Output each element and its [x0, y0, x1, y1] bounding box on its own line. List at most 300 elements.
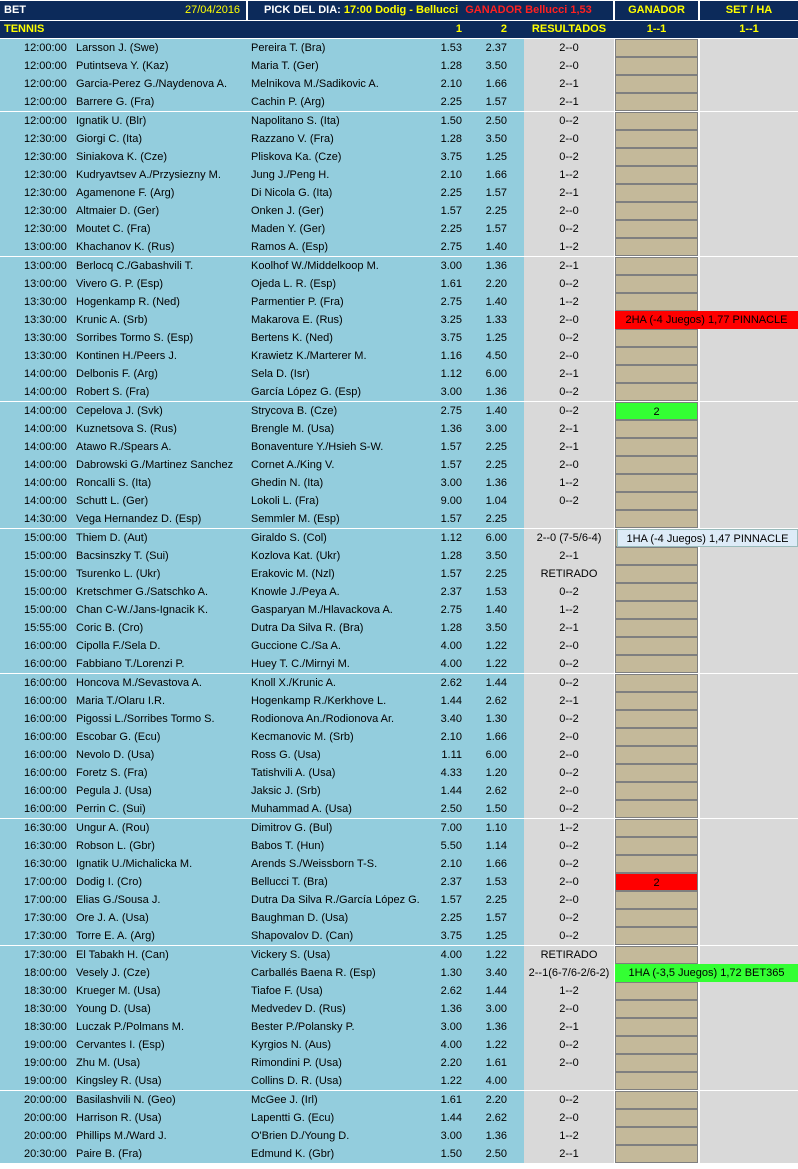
odds-1: 1.61	[440, 1093, 462, 1106]
player-2: Gasparyan M./Hlavackova A.	[251, 604, 393, 617]
player-1: Roncalli S. (Ita)	[76, 477, 152, 490]
odds-1: 2.75	[440, 604, 462, 617]
player-2: Bester P./Polansky P.	[251, 1021, 355, 1034]
ganador-cell	[615, 982, 698, 1000]
player-1: Maria T./Olaru I.R.	[76, 694, 166, 707]
odds-2: 2.25	[485, 894, 507, 907]
odds-1: 2.75	[440, 295, 462, 308]
odds-1: 1.28	[440, 549, 462, 562]
ganador-cell: 2	[615, 873, 698, 891]
odds-2: 3.00	[485, 1002, 507, 1015]
ganador-cell	[615, 474, 698, 492]
match-row	[0, 674, 798, 692]
odds-2: 2.25	[485, 458, 507, 471]
match-row	[0, 547, 798, 565]
player-1: Cervantes I. (Esp)	[76, 1039, 165, 1052]
odds-2: 1.40	[485, 295, 507, 308]
player-2: Shapovalov D. (Can)	[251, 930, 354, 943]
player-2: Brengle M. (Usa)	[251, 422, 335, 435]
result: RETIRADO	[524, 946, 614, 964]
match-row	[0, 637, 798, 655]
set-ha-cell	[700, 1000, 798, 1018]
player-2: Guccione C./Sa A.	[251, 640, 341, 653]
set-ha-cell	[700, 710, 798, 728]
result: 2--1	[524, 93, 614, 111]
match-row	[0, 112, 798, 130]
odds-2: 2.25	[485, 513, 507, 526]
match-time: 16:00:00	[24, 640, 67, 653]
set-ha-cell	[700, 891, 798, 909]
match-row	[0, 293, 798, 311]
resultados-header: RESULTADOS	[531, 23, 607, 35]
match-time: 14:00:00	[24, 368, 67, 381]
odds-1: 1.57	[440, 567, 462, 580]
player-1: Ignatik U. (Blr)	[76, 114, 147, 127]
match-time: 13:30:00	[24, 332, 67, 345]
set-ha-cell	[700, 855, 798, 873]
result: 2--0	[524, 57, 614, 75]
odds-1: 3.75	[440, 930, 462, 943]
set-ha-cell	[700, 238, 798, 256]
result: 2--0	[524, 1054, 614, 1072]
ganador-cell	[615, 510, 698, 528]
match-row	[0, 782, 798, 800]
player-1: Tsurenko L. (Ukr)	[76, 567, 161, 580]
player-2: Maria T. (Ger)	[251, 60, 319, 73]
set-ha-cell	[700, 383, 798, 401]
match-row	[0, 1018, 798, 1036]
result: 2--1	[524, 619, 614, 637]
set-ha-cell	[700, 746, 798, 764]
match-time: 14:00:00	[24, 386, 67, 399]
ganador-cell	[615, 946, 698, 964]
result: 0--2	[524, 909, 614, 927]
player-2: Tatishvili A. (Usa)	[251, 767, 336, 780]
odds-2: 6.00	[485, 368, 507, 381]
player-1: Agamenone F. (Arg)	[76, 187, 175, 200]
odds-2: 1.66	[485, 168, 507, 181]
match-time: 13:00:00	[24, 277, 67, 290]
odds-2: 1.33	[485, 313, 507, 326]
odds-2: 1.36	[485, 386, 507, 399]
player-2: Bellucci T. (Bra)	[251, 875, 328, 888]
player-1: Thiem D. (Aut)	[76, 531, 148, 544]
odds-1: 1.28	[440, 622, 462, 635]
result: 0--2	[524, 275, 614, 293]
match-row	[0, 275, 798, 293]
odds-2: 3.50	[485, 622, 507, 635]
player-1: Kontinen H./Peers J.	[76, 350, 177, 363]
player-2: Dutra Da Silva R. (Bra)	[251, 622, 364, 635]
match-row	[0, 964, 798, 982]
result: 0--2	[524, 112, 614, 130]
player-1: Escobar G. (Ecu)	[76, 730, 161, 743]
player-1: Vega Hernandez D. (Esp)	[76, 513, 202, 526]
player-1: Siniakova K. (Cze)	[76, 150, 168, 163]
result: 0--2	[524, 1091, 614, 1109]
match-time: 12:00:00	[24, 60, 67, 73]
player-1: Cipolla F./Sela D.	[76, 640, 161, 653]
player-1: Kretschmer G./Satschko A.	[76, 585, 209, 598]
ganador-cell	[615, 655, 698, 673]
match-time: 12:30:00	[24, 223, 67, 236]
player-2: Hogenkamp R./Kerkhove L.	[251, 694, 387, 707]
match-row	[0, 220, 798, 238]
match-row	[0, 329, 798, 347]
result: 2--1	[524, 692, 614, 710]
player-2: Strycova B. (Cze)	[251, 404, 338, 417]
ganador-cell	[615, 927, 698, 945]
odds-2: 1.36	[485, 259, 507, 272]
odds-1: 3.00	[440, 1129, 462, 1142]
match-time: 18:30:00	[24, 1021, 67, 1034]
ganador-cell	[615, 238, 698, 256]
set-ha-cell	[700, 329, 798, 347]
result: 1--2	[524, 819, 614, 837]
match-row	[0, 1072, 798, 1090]
odds-2: 1.44	[485, 984, 507, 997]
match-time: 13:00:00	[24, 241, 67, 254]
match-row	[0, 565, 798, 583]
player-2: Vickery S. (Usa)	[251, 948, 331, 961]
odds-2: 1.25	[485, 332, 507, 345]
ganador-cell	[615, 1018, 698, 1036]
ganador-cell	[615, 293, 698, 311]
player-2: Jaksic J. (Srb)	[251, 785, 321, 798]
player-1: Krunic A. (Srb)	[76, 313, 148, 326]
match-time: 16:30:00	[24, 839, 67, 852]
match-row	[0, 202, 798, 220]
odds-1: 2.62	[440, 676, 462, 689]
set-ha-cell	[700, 402, 798, 420]
player-2: Ojeda L. R. (Esp)	[251, 277, 336, 290]
odds-1: 1.57	[440, 458, 462, 471]
set-ha-cell	[700, 1109, 798, 1127]
set-ha-cell	[700, 166, 798, 184]
odds-2: 2.37	[485, 42, 507, 54]
result: 2--0	[524, 130, 614, 148]
player-1: Coric B. (Cro)	[76, 622, 144, 635]
match-time: 12:00:00	[24, 42, 67, 54]
player-2: Lokoli L. (Fra)	[251, 495, 319, 508]
match-row	[0, 75, 798, 93]
match-time: 12:30:00	[24, 187, 67, 200]
pick-label: PICK DEL DIA:	[264, 4, 341, 16]
odds-2: 1.57	[485, 223, 507, 236]
odds-1: 5.50	[440, 839, 462, 852]
player-1: Garcia-Perez G./Naydenova A.	[76, 78, 228, 91]
match-row	[0, 1054, 798, 1072]
player-2: Arends S./Weissborn T-S.	[251, 857, 378, 870]
odds-2: 2.50	[485, 1147, 507, 1160]
odds-2: 6.00	[485, 749, 507, 762]
result: 2--0	[524, 311, 614, 329]
match-row	[0, 130, 798, 148]
ganador-cell	[615, 1127, 698, 1145]
odds-1: 3.25	[440, 313, 462, 326]
player-2: Edmund K. (Gbr)	[251, 1147, 335, 1160]
match-row	[0, 1145, 798, 1163]
odds-2: 2.50	[485, 114, 507, 127]
player-1: Ore J. A. (Usa)	[76, 912, 149, 925]
player-2: Makarova E. (Rus)	[251, 313, 343, 326]
odds-1: 1.53	[440, 42, 462, 54]
set-ha-cell	[700, 982, 798, 1000]
player-1: Pigossi L./Sorribes Tormo S.	[76, 712, 215, 725]
match-row	[0, 93, 798, 111]
ganador-cell	[615, 728, 698, 746]
odds-1: 1.57	[440, 440, 462, 453]
odds-2: 1.66	[485, 730, 507, 743]
odds-2: 1.22	[485, 640, 507, 653]
odds-2: 2.62	[485, 694, 507, 707]
ganador-cell	[615, 57, 698, 75]
odds-2: 1.20	[485, 767, 507, 780]
set-ha-cell	[700, 1036, 798, 1054]
ganador-cell	[615, 891, 698, 909]
player-2: O'Brien D./Young D.	[251, 1129, 350, 1142]
match-row	[0, 184, 798, 202]
odds-2: 1.25	[485, 150, 507, 163]
odds-1: 1.12	[440, 368, 462, 381]
player-2: Ross G. (Usa)	[251, 749, 321, 762]
match-time: 14:00:00	[24, 404, 67, 417]
match-row	[0, 891, 798, 909]
match-time: 16:30:00	[24, 821, 67, 834]
result: 1--2	[524, 166, 614, 184]
player-1: Paire B. (Fra)	[76, 1147, 143, 1160]
ganador-cell	[615, 202, 698, 220]
result: 1--2	[524, 238, 614, 256]
player-2: Ramos A. (Esp)	[251, 241, 329, 254]
match-time: 15:00:00	[24, 531, 67, 544]
set-ha-cell	[700, 547, 798, 565]
player-2: Melnikova M./Sadikovic A.	[251, 78, 379, 91]
odds-1: 1.44	[440, 785, 462, 798]
odds-1: 4.00	[440, 948, 462, 961]
odds-1: 1.16	[440, 350, 462, 363]
odds-1: 2.25	[440, 912, 462, 925]
set-ha-cell	[700, 510, 798, 528]
ganador-sub-header: 1--1	[646, 23, 667, 35]
match-time: 13:30:00	[24, 295, 67, 308]
set-ha-cell	[700, 202, 798, 220]
result: 2--1	[524, 257, 614, 275]
result: 0--2	[524, 655, 614, 673]
match-time: 19:00:00	[24, 1057, 67, 1070]
player-2: Ghedin N. (Ita)	[251, 477, 324, 490]
result: RETIRADO	[524, 565, 614, 583]
pick-del-dia	[248, 1, 613, 20]
ganador-cell	[615, 1072, 698, 1090]
ganador-cell	[615, 710, 698, 728]
match-time: 14:00:00	[24, 440, 67, 453]
player-2: Muhammad A. (Usa)	[251, 803, 352, 816]
match-row	[0, 601, 798, 619]
result: 1--2	[524, 474, 614, 492]
odds-2: 1.53	[485, 875, 507, 888]
match-row	[0, 692, 798, 710]
result: 0--2	[524, 674, 614, 692]
match-time: 16:00:00	[24, 658, 67, 671]
ganador-cell	[615, 329, 698, 347]
player-1: Kuznetsova S. (Rus)	[76, 422, 177, 435]
result: 2--0	[524, 202, 614, 220]
result: 2--0 (7-5/6-4)	[524, 529, 614, 547]
match-time: 14:00:00	[24, 495, 67, 508]
match-time: 12:30:00	[24, 205, 67, 218]
set-ha-cell	[700, 75, 798, 93]
match-time: 14:00:00	[24, 458, 67, 471]
match-time: 12:00:00	[24, 96, 67, 109]
result: 2--0	[524, 728, 614, 746]
odds-2: 4.50	[485, 350, 507, 363]
odds-2: 3.00	[485, 422, 507, 435]
match-time: 12:30:00	[24, 132, 67, 145]
handicap-pick: 1HA (-3,5 Juegos) 1,72 BET365	[615, 964, 798, 982]
player-1: Bacsinszky T. (Sui)	[76, 549, 169, 562]
ganador-cell	[615, 637, 698, 655]
odds-2: 1.50	[485, 803, 507, 816]
ganador-cell	[615, 547, 698, 565]
bet-label: BET	[4, 4, 26, 16]
match-time: 19:00:00	[24, 1075, 67, 1088]
odds-1: 1.12	[440, 531, 462, 544]
odds-2: 1.66	[485, 78, 507, 91]
odds-1: 2.25	[440, 223, 462, 236]
ganador-cell	[615, 257, 698, 275]
player-1: Atawo R./Spears A.	[76, 440, 172, 453]
odds-1: 1.36	[440, 1002, 462, 1015]
player-2: Cornet A./King V.	[251, 458, 335, 471]
result: 2--1	[524, 420, 614, 438]
match-time: 15:00:00	[24, 567, 67, 580]
player-1: Fabbiano T./Lorenzi P.	[76, 658, 185, 671]
ganador-cell	[615, 130, 698, 148]
ganador-cell	[615, 347, 698, 365]
ganador-header: GANADOR	[615, 1, 698, 20]
column-header-row	[0, 21, 798, 38]
player-1: Zhu M. (Usa)	[76, 1057, 141, 1070]
match-row	[0, 402, 798, 420]
set-ha-cell	[700, 655, 798, 673]
result: 2--0	[524, 891, 614, 909]
player-2: Kozlova Kat. (Ukr)	[251, 549, 341, 562]
match-time: 16:00:00	[24, 767, 67, 780]
ganador-cell	[615, 365, 698, 383]
odds-2: 1.36	[485, 1021, 507, 1034]
odds-2: 1.44	[485, 676, 507, 689]
set-ha-cell	[700, 474, 798, 492]
set-ha-cell	[700, 257, 798, 275]
odds-1: 2.75	[440, 241, 462, 254]
match-time: 14:30:00	[24, 513, 67, 526]
player-1: Vivero G. P. (Esp)	[76, 277, 164, 290]
odds-2: 1.40	[485, 404, 507, 417]
odds-2: 4.00	[485, 1075, 507, 1088]
odds-1: 2.75	[440, 404, 462, 417]
result: 0--2	[524, 148, 614, 166]
sport-label: TENNIS	[4, 23, 45, 35]
player-1: Basilashvili N. (Geo)	[76, 1093, 176, 1106]
result: 2--1	[524, 1018, 614, 1036]
set-ha-cell	[700, 220, 798, 238]
odds-2: 1.36	[485, 477, 507, 490]
match-time: 19:00:00	[24, 1039, 67, 1052]
ganador-cell	[615, 746, 698, 764]
match-row	[0, 257, 798, 275]
odds-2: 3.50	[485, 132, 507, 145]
odds-1: 2.20	[440, 1057, 462, 1070]
player-2: Pereira T. (Bra)	[251, 42, 326, 54]
odds-2: 1.40	[485, 604, 507, 617]
result: 2--0	[524, 347, 614, 365]
match-row	[0, 655, 798, 673]
player-2: Dimitrov G. (Bul)	[251, 821, 333, 834]
set-ha-cell	[700, 800, 798, 818]
player-2: Giraldo S. (Col)	[251, 531, 327, 544]
set-ha-cell	[700, 637, 798, 655]
set-ha-cell	[700, 1072, 798, 1090]
odds-1: 2.10	[440, 78, 462, 91]
odds-2: 1.22	[485, 948, 507, 961]
result: 1--2	[524, 601, 614, 619]
ganador-cell	[615, 184, 698, 202]
set-ha-cell	[700, 57, 798, 75]
match-time: 17:00:00	[24, 875, 67, 888]
set-ha-cell	[700, 692, 798, 710]
match-time: 12:30:00	[24, 168, 67, 181]
player-1: Kudryavtsev A./Przysiezny M.	[76, 168, 221, 181]
odds-2: 1.40	[485, 241, 507, 254]
ganador-cell	[615, 456, 698, 474]
player-1: El Tabakh H. (Can)	[76, 948, 169, 961]
ganador-cell	[615, 148, 698, 166]
match-time: 12:30:00	[24, 150, 67, 163]
match-time: 16:00:00	[24, 730, 67, 743]
match-time: 14:00:00	[24, 422, 67, 435]
odds-2: 1.30	[485, 712, 507, 725]
odds-2: 1.66	[485, 857, 507, 870]
set-ha-cell	[700, 93, 798, 111]
match-row	[0, 510, 798, 528]
odds-2: 1.10	[485, 821, 507, 834]
set-ha-cell	[700, 293, 798, 311]
match-time: 20:00:00	[24, 1111, 67, 1124]
player-2: Krawietz K./Marterer M.	[251, 350, 367, 363]
match-time: 13:30:00	[24, 313, 67, 326]
player-1: Robson L. (Gbr)	[76, 839, 155, 852]
set-ha-cell	[700, 39, 798, 57]
result: 0--2	[524, 800, 614, 818]
match-row	[0, 619, 798, 637]
player-2: Kecmanovic M. (Srb)	[251, 730, 354, 743]
match-row	[0, 529, 798, 547]
match-time: 16:30:00	[24, 857, 67, 870]
match-row	[0, 946, 798, 964]
player-1: Young D. (Usa)	[76, 1002, 151, 1015]
ganador-cell	[615, 75, 698, 93]
player-1: Pegula J. (Usa)	[76, 785, 152, 798]
player-2: Tiafoe F. (Usa)	[251, 984, 323, 997]
result: 2--0	[524, 637, 614, 655]
set-sub-header: 1--1	[739, 23, 759, 35]
ganador-cell	[615, 565, 698, 583]
player-2: Huey T. C./Mirnyi M.	[251, 658, 350, 671]
player-2: Carballés Baena R. (Esp)	[251, 966, 376, 979]
set-ha-cell	[700, 946, 798, 964]
odds-2: 1.57	[485, 187, 507, 200]
